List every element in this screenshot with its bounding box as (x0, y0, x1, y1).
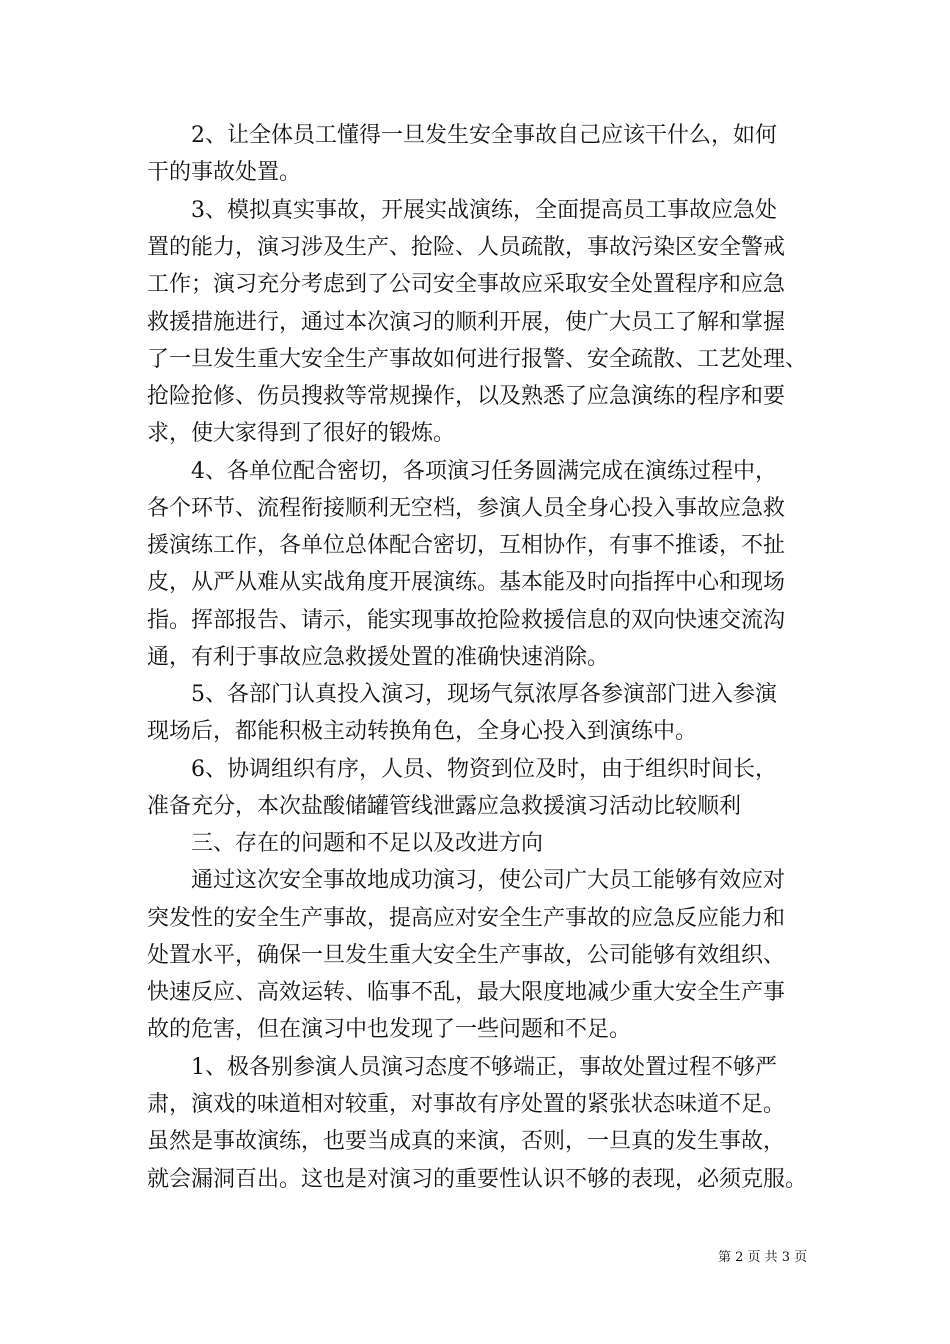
text-line: 皮，从严从难从实战角度开展演练。基本能及时向指挥中心和现场 (147, 570, 786, 595)
text-line: 准备充分，本次盐酸储罐管线泄露应急救援演习活动比较顺利 (147, 794, 742, 819)
text-line: 1、极各别参演人员演习态度不够端正，事故处置过程不够严 (147, 1055, 777, 1080)
text-line: 故的危害，但在演习中也发现了一些问题和不足。 (147, 1017, 632, 1042)
text-line: 5、各部门认真投入演习，现场气氛浓厚各参演部门进入参演 (147, 682, 777, 707)
text-line: 现场后，都能积极主动转换角色，全身心投入到演练中。 (147, 719, 698, 744)
text-line: 援演练工作，各单位总体配合密切，互相协作，有事不推诿，不扯 (147, 533, 786, 558)
text-line: 突发性的安全生产事故，提高应对安全生产事故的应急反应能力和 (147, 906, 786, 931)
text-line: 通过这次安全事故地成功演习，使公司广大员工能够有效应对 (147, 868, 786, 893)
text-line: 各个环节、流程衔接顺利无空档，参演人员全身心投入事故应急救 (147, 496, 786, 521)
text-line: 6、协调组织有序，人员、物资到位及时，由于组织时间长， (147, 757, 777, 782)
text-line: 救援措施进行，通过本次演习的顺利开展，使广大员工了解和掌握 (147, 310, 786, 335)
text-line: 指。挥部报告、请示，能实现事故抢险救援信息的双向快速交流沟 (147, 608, 786, 633)
text-line: 求，使大家得到了很好的锻炼。 (147, 421, 456, 446)
text-line: 3、模拟真实事故，开展实战演练，全面提高员工事故应急处 (147, 198, 777, 223)
text-line: 2、让全体员工懂得一旦发生安全事故自己应该干什么，如何 (147, 123, 777, 148)
text-line: 干的事故处置。 (147, 160, 302, 185)
text-line: 了一旦发生重大安全生产事故如何进行报警、安全疏散、工艺处理、 (147, 347, 808, 372)
text-line: 4、各单位配合密切，各项演习任务圆满完成在演练过程中， (147, 459, 777, 484)
text-line: 处置水平，确保一旦发生重大安全生产事故，公司能够有效组织、 (147, 943, 786, 968)
text-line: 抢险抢修、伤员搜救等常规操作，以及熟悉了应急演练的程序和要 (147, 384, 786, 409)
text-line: 工作；演习充分考虑到了公司安全事故应采取安全处置程序和应急 (147, 272, 786, 297)
text-line: 置的能力，演习涉及生产、抢险、人员疏散，事故污染区安全警戒 (147, 235, 786, 260)
page-number: 第 2 页 共 3 页 (718, 1250, 808, 1265)
text-line: 就会漏洞百出。这也是对演习的重要性认识不够的表现，必须克服。 (147, 1167, 808, 1192)
text-line: 快速反应、高效运转、临事不乱，最大限度地减少重大安全生产事 (147, 980, 786, 1005)
text-line: 肃，演戏的味道相对较重，对事故有序处置的紧张状态味道不足。 (147, 1092, 786, 1117)
text-line: 通，有利于事故应急救援处置的准确快速消除。 (147, 645, 610, 670)
text-line: 虽然是事故演练，也要当成真的来演，否则，一旦真的发生事故， (147, 1129, 786, 1154)
section-heading: 三、存在的问题和不足以及改进方向 (147, 831, 544, 856)
